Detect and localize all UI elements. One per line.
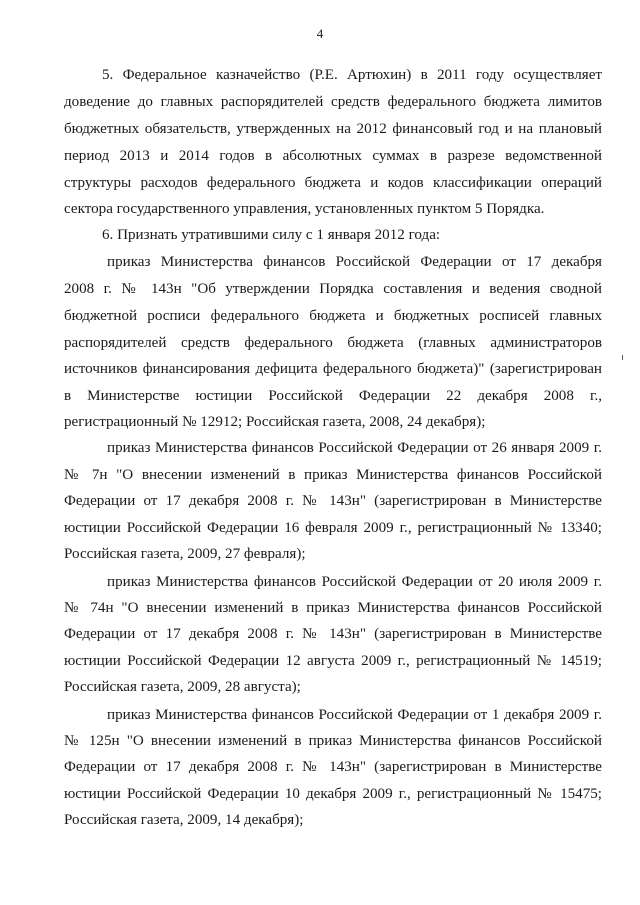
order-1-line-5: источников финансирования дефицита федерального бюджета)" (зарегистрирован bbox=[64, 361, 602, 377]
paragraph-5-line-6: сектора государственного управления, установленных пунктом 5 Порядка. bbox=[64, 201, 545, 217]
page-number: 4 bbox=[316, 26, 324, 41]
order-2-line-5: Российская газета, 2009, 27 февраля); bbox=[64, 546, 306, 562]
order-1-line-1: приказ Министерства финансов Российской Федерации от 17 декабря bbox=[107, 254, 602, 270]
order-4-line-5: Российская газета, 2009, 14 декабря); bbox=[64, 812, 304, 828]
paragraph-5-line-5: структуры расходов федерального бюджета и кодов классификации операций bbox=[64, 175, 602, 191]
order-2-line-3: Федерации от 17 декабря 2008 г. № 143н" (зарегистрирован в Министерстве bbox=[64, 493, 602, 509]
paragraph-6-line: 6. Признать утратившими силу с 1 января 2012 года: bbox=[102, 227, 441, 243]
order-4-line-4: юстиции Российской Федерации 10 декабря 2009 г., регистрационный № 15475; bbox=[64, 786, 602, 802]
order-1-line-6: в Министерстве юстиции Российской Федерации 22 декабря 2008 г., bbox=[64, 388, 602, 404]
order-3-line-2: № 74н "О внесении изменений в приказ Министерства финансов Российской bbox=[64, 600, 602, 616]
order-3-line-1: приказ Министерства финансов Российской Федерации от 20 июля 2009 г. bbox=[107, 574, 602, 590]
order-3-line-3: Федерации от 17 декабря 2008 г. № 143н" (зарегистрирован в Министерстве bbox=[64, 626, 602, 642]
order-2-line-4: юстиции Российской Федерации 16 февраля 2009 г., регистрационный № 13340; bbox=[64, 520, 602, 536]
order-1-line-4: распорядителей средств федерального бюджета (главных администраторов bbox=[64, 335, 602, 351]
order-3-line-4: юстиции Российской Федерации 12 августа 2009 г., регистрационный № 14519; bbox=[64, 653, 602, 669]
order-1-line-3: бюджетной росписи федерального бюджета и бюджетных росписей главных bbox=[64, 308, 602, 324]
order-2-line-1: приказ Министерства финансов Российской Федерации от 26 января 2009 г. bbox=[107, 440, 602, 456]
paragraph-5-line-2: доведение до главных распорядителей средств федерального бюджета лимитов bbox=[64, 94, 602, 110]
paragraph-5-line-4: период 2013 и 2014 годов в абсолютных суммах в разрезе ведомственной bbox=[64, 148, 602, 164]
order-4-line-3: Федерации от 17 декабря 2008 г. № 143н" (зарегистрирован в Министерстве bbox=[64, 759, 602, 775]
order-1-line-7: регистрационный № 12912; Российская газета, 2008, 24 декабря); bbox=[64, 414, 486, 430]
order-4-line-1: приказ Министерства финансов Российской Федерации от 1 декабря 2009 г. bbox=[107, 707, 602, 723]
order-4-line-2: № 125н "О внесении изменений в приказ Министерства финансов Российской bbox=[64, 733, 602, 749]
order-2-line-2: № 7н "О внесении изменений в приказ Министерства финансов Российской bbox=[64, 467, 602, 483]
paragraph-5-line-3: бюджетных обязательств, утвержденных на 2012 финансовый год и на плановый bbox=[64, 121, 602, 137]
scan-margin-mark bbox=[622, 355, 623, 360]
paragraph-5-line-1: 5. Федеральное казначейство (Р.Е. Артюхин) в 2011 году осуществляет bbox=[102, 67, 602, 83]
order-1-line-2: 2008 г. № 143н "Об утверждении Порядка составления и ведения сводной bbox=[64, 281, 602, 297]
order-3-line-5: Российская газета, 2009, 28 августа); bbox=[64, 679, 301, 695]
